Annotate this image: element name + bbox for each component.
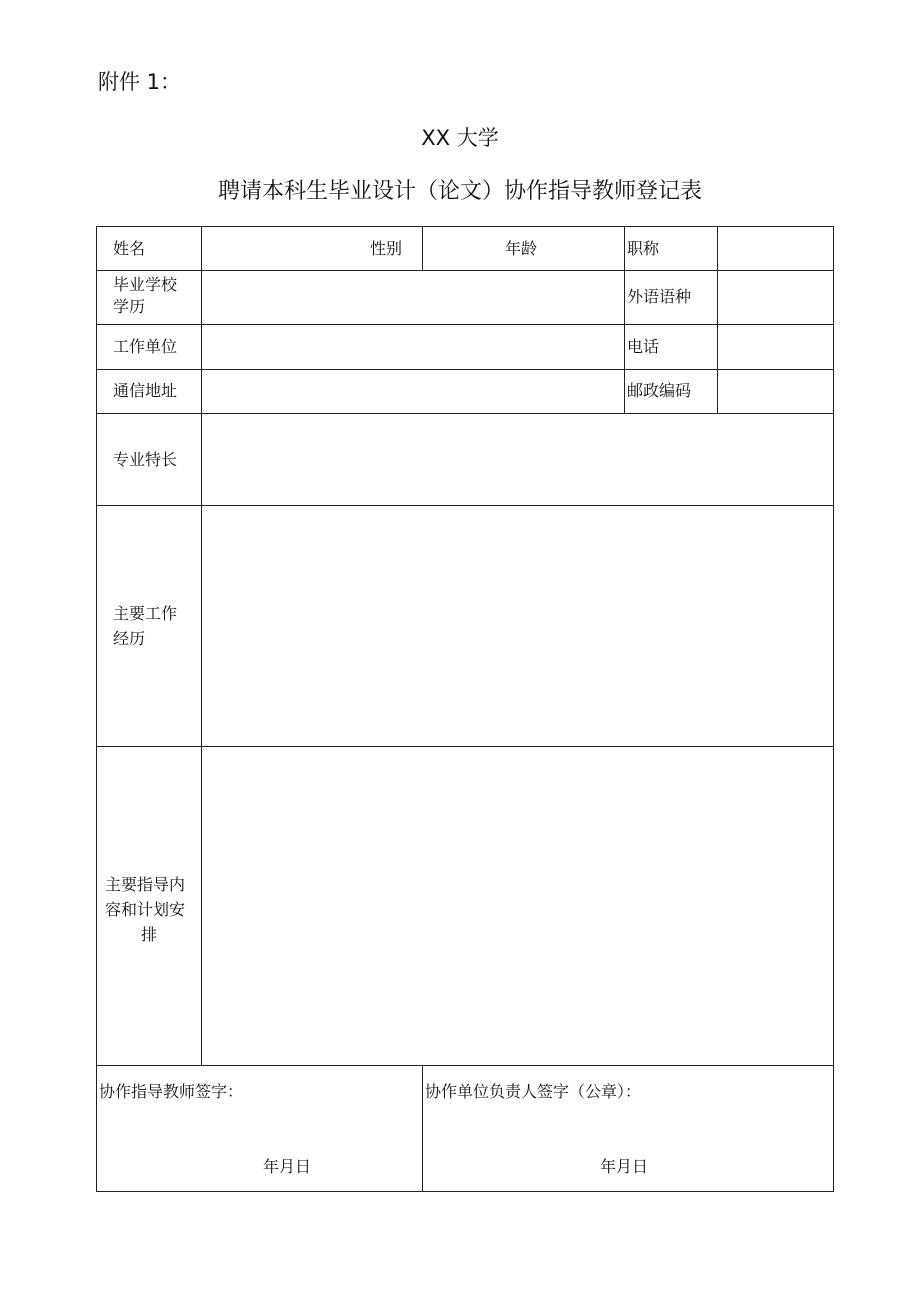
name-label: 姓名 <box>113 239 146 258</box>
experience-label: 主要工作 <box>113 604 178 623</box>
unit-signature-label: 协作单位负责人签字（公章）： <box>425 1082 642 1101</box>
advisor-signature-label: 协作指导教师签字： <box>99 1082 244 1101</box>
university-name: XX 大学 <box>421 126 499 150</box>
row-divider <box>97 413 833 414</box>
age-label: 年龄 <box>505 239 538 258</box>
education-label: 学历 <box>113 297 146 316</box>
column-divider <box>422 227 423 270</box>
experience-label-line2: 经历 <box>113 629 146 648</box>
registration-form-table <box>96 226 834 1192</box>
school-label: 毕业学校 <box>113 275 178 294</box>
guidance-label-line3: 排 <box>141 925 158 944</box>
row-divider <box>97 746 833 747</box>
column-divider <box>201 227 202 1065</box>
advisor-date: 年月日 <box>263 1157 312 1176</box>
column-divider <box>717 227 718 413</box>
postcode-label: 邮政编码 <box>627 381 692 400</box>
row-divider <box>97 324 833 325</box>
guidance-label-line2: 容和计划安 <box>105 900 186 919</box>
job-title-label: 职称 <box>627 239 660 258</box>
row-divider <box>97 270 833 271</box>
specialty-label: 专业特长 <box>113 450 178 469</box>
guidance-label: 主要指导内 <box>105 875 186 894</box>
gender-label: 性别 <box>370 239 403 258</box>
phone-label: 电话 <box>627 337 660 356</box>
attachment-label: 附件 1： <box>98 70 182 94</box>
employer-label: 工作单位 <box>113 337 178 356</box>
row-divider <box>97 1065 833 1066</box>
unit-date: 年月日 <box>600 1157 649 1176</box>
form-title: 聘请本科生毕业设计（论文）协作指导教师登记表 <box>217 179 702 204</box>
address-label: 通信地址 <box>113 381 178 400</box>
row-divider <box>97 369 833 370</box>
column-divider <box>624 227 625 413</box>
row-divider <box>97 505 833 506</box>
language-label: 外语语种 <box>627 287 692 306</box>
column-divider <box>422 1065 423 1191</box>
